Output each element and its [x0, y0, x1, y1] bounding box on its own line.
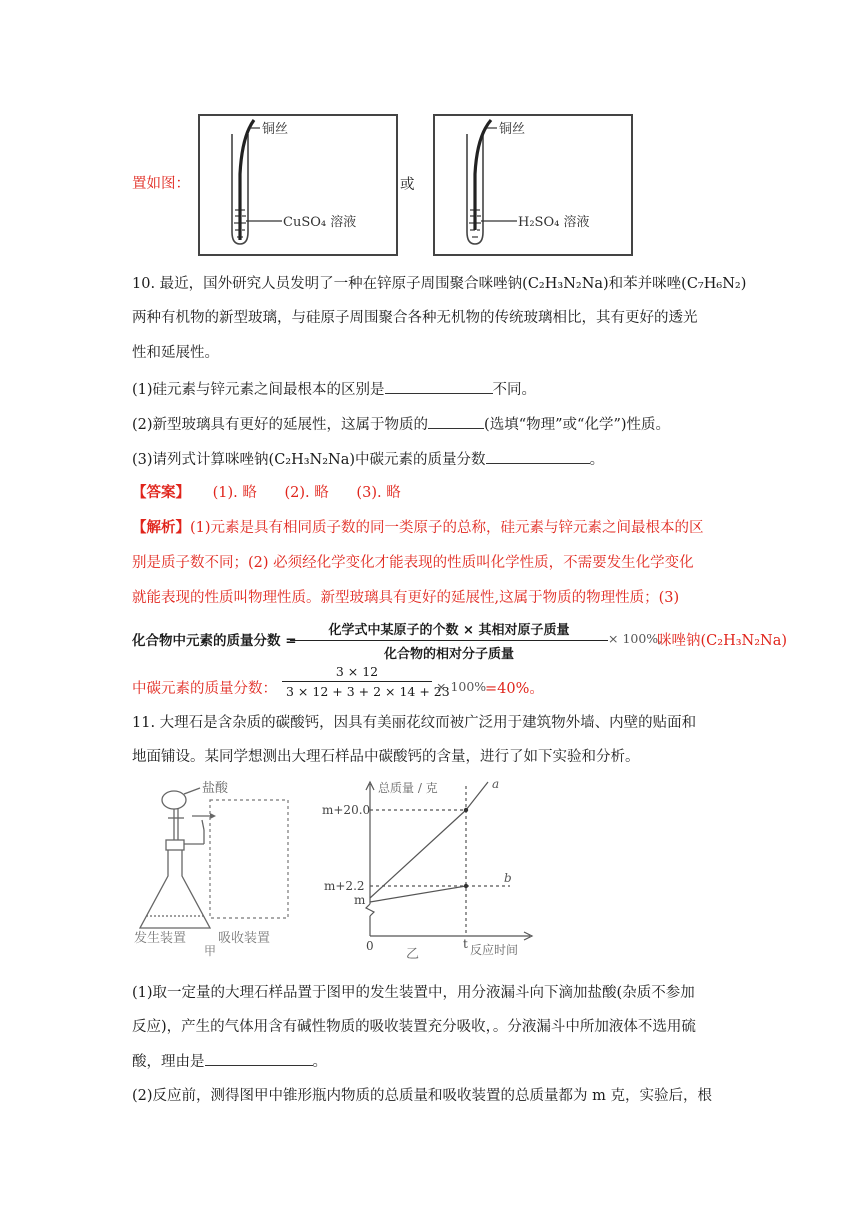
wire-label: 铜丝 — [262, 122, 289, 137]
q11-part-1-line-3-tail: 。 — [312, 1054, 327, 1070]
figure-lead-text: 置如图： — [132, 176, 190, 192]
q11-part-1-line-3 — [132, 1051, 327, 1073]
calc-fraction — [282, 664, 450, 699]
q10-part-3-tail: 。 — [589, 452, 605, 468]
generator-label: 发生装置 — [134, 931, 187, 946]
q10-part-1-text: (1)硅元素与锌元素之间最根本的区别是 — [132, 382, 385, 398]
or-text: 或 — [400, 177, 415, 193]
test-tube-diagram-h2so4 — [433, 114, 633, 256]
y-axis-label: 总质量 / 克 — [378, 781, 438, 795]
answer-blank[interactable] — [205, 1051, 313, 1066]
y-tick-mid: m+2.2 — [324, 879, 365, 893]
absorber-label: 吸收装置 — [218, 931, 271, 946]
calc-lead: 中碳元素的质量分数： — [132, 681, 277, 697]
solution-label: H₂SO₄ 溶液 — [518, 215, 590, 230]
q10-part-1-tail: 不同。 — [492, 382, 537, 398]
q10-part-2-tail: (选填“物理”或“化学”)性质。 — [484, 417, 671, 433]
answer-blank[interactable] — [486, 449, 590, 464]
q11-part-2-line-1: (2)反应前，测得图甲中锥形瓶内物质的总质量和吸收装置的总质量都为 m 克，实验后，根 — [132, 1088, 713, 1104]
q10-part-3-text: (3)请列式计算咪唑钠(C₂H₃N₂Na)中碳元素的质量分数 — [132, 452, 486, 468]
q10-part-2 — [132, 414, 670, 436]
q10-line-1: 10. 最近，国外研究人员发明了一种在锌原子周围聚合咪唑钠(C₂H₃N₂Na)和苯并咪唑(C₇H₆N₂) — [132, 276, 747, 292]
analysis-line-2: 别是质子数不同；(2) 必须经化学变化才能表现的性质叫化学性质，不需要发生化学变化 — [132, 555, 694, 571]
q10-line-3: 性和延展性。 — [132, 345, 219, 361]
y-tick-bottom: m — [354, 893, 366, 907]
figure-yi-label: 乙 — [406, 947, 420, 962]
line-b-label: b — [504, 871, 512, 885]
q10-part-3 — [132, 449, 604, 471]
x-tick-t: t — [463, 937, 468, 951]
q11-part-1-line-3-text: 酸，理由是 — [132, 1054, 205, 1070]
line-a-label: a — [492, 777, 500, 791]
solution-label: CuSO₄ 溶液 — [283, 215, 357, 230]
answer-blank[interactable] — [428, 414, 484, 429]
answer-blank[interactable] — [385, 379, 493, 394]
mass-time-graph — [320, 776, 544, 966]
q11-line-2: 地面铺设。某同学想测出大理石样品中碳酸钙的含量，进行了如下实验和分析。 — [132, 749, 640, 765]
y-tick-top: m+20.0 — [322, 803, 371, 817]
formula-fraction — [290, 619, 608, 662]
calc-denominator: 3 × 12 + 3 + 2 × 14 + 23 — [286, 684, 450, 699]
q11-line-1: 11. 大理石是含杂质的碳酸钙，因具有美丽花纹而被广泛用于建筑物外墙、内壁的贴面和 — [132, 715, 697, 731]
analysis-line-3: 就能表现的性质叫物理性质。新型玻璃具有更好的延展性,这属于物质的物理性质；(3) — [132, 590, 680, 606]
q10-line-2: 两种有机物的新型玻璃，与硅原子周围聚合各种无机物的传统玻璃相比，其有更好的透光 — [132, 310, 698, 326]
formula-lhs: 化合物中元素的质量分数 = — [132, 633, 297, 649]
formula-denominator: 化合物的相对分子质量 — [383, 647, 514, 662]
origin-label: 0 — [366, 939, 374, 953]
formula-percent: × 100%, — [608, 631, 663, 646]
answer-line — [132, 482, 401, 504]
analysis-label: 【解析】 — [132, 519, 190, 536]
analysis-line-1 — [132, 517, 704, 539]
answer-label: 【答案】 — [132, 484, 190, 501]
q10-part-1 — [132, 379, 536, 401]
x-axis-label: 反应时间 — [470, 943, 519, 957]
test-tube-diagram-cuso4 — [198, 114, 398, 256]
figure-jia-label: 甲 — [204, 944, 217, 958]
q11-part-1-line-1: (1)取一定量的大理石样品置于图甲的发生装置中，用分液漏斗向下滴加盐酸(杂质不参加 — [132, 985, 695, 1001]
formula-tail: 咪唑钠(C₂H₃N₂Na) — [657, 633, 788, 649]
calc-numerator: 3 × 12 — [282, 664, 432, 682]
q11-part-1-line-2: 反应)，产生的气体用含有碱性物质的吸收装置充分吸收，。分液漏斗中所加液体不选用硫 — [132, 1019, 696, 1035]
answer-text: (1). 略 (2). 略 (3). 略 — [212, 485, 401, 501]
q10-part-2-text: (2)新型玻璃具有更好的延展性，这属于物质的 — [132, 417, 429, 433]
calc-result: =40%。 — [485, 681, 544, 697]
wire-label: 铜丝 — [499, 122, 526, 137]
analysis-text-1: (1)元素是具有相同质子数的同一类原子的总称，硅元素与锌元素之间最根本的区 — [190, 520, 704, 536]
calc-percent: × 100% — [436, 679, 487, 694]
apparatus-diagram — [132, 780, 292, 948]
formula-numerator: 化学式中某原子的个数 × 其相对原子质量 — [290, 619, 608, 641]
acid-label: 盐酸 — [202, 781, 229, 796]
